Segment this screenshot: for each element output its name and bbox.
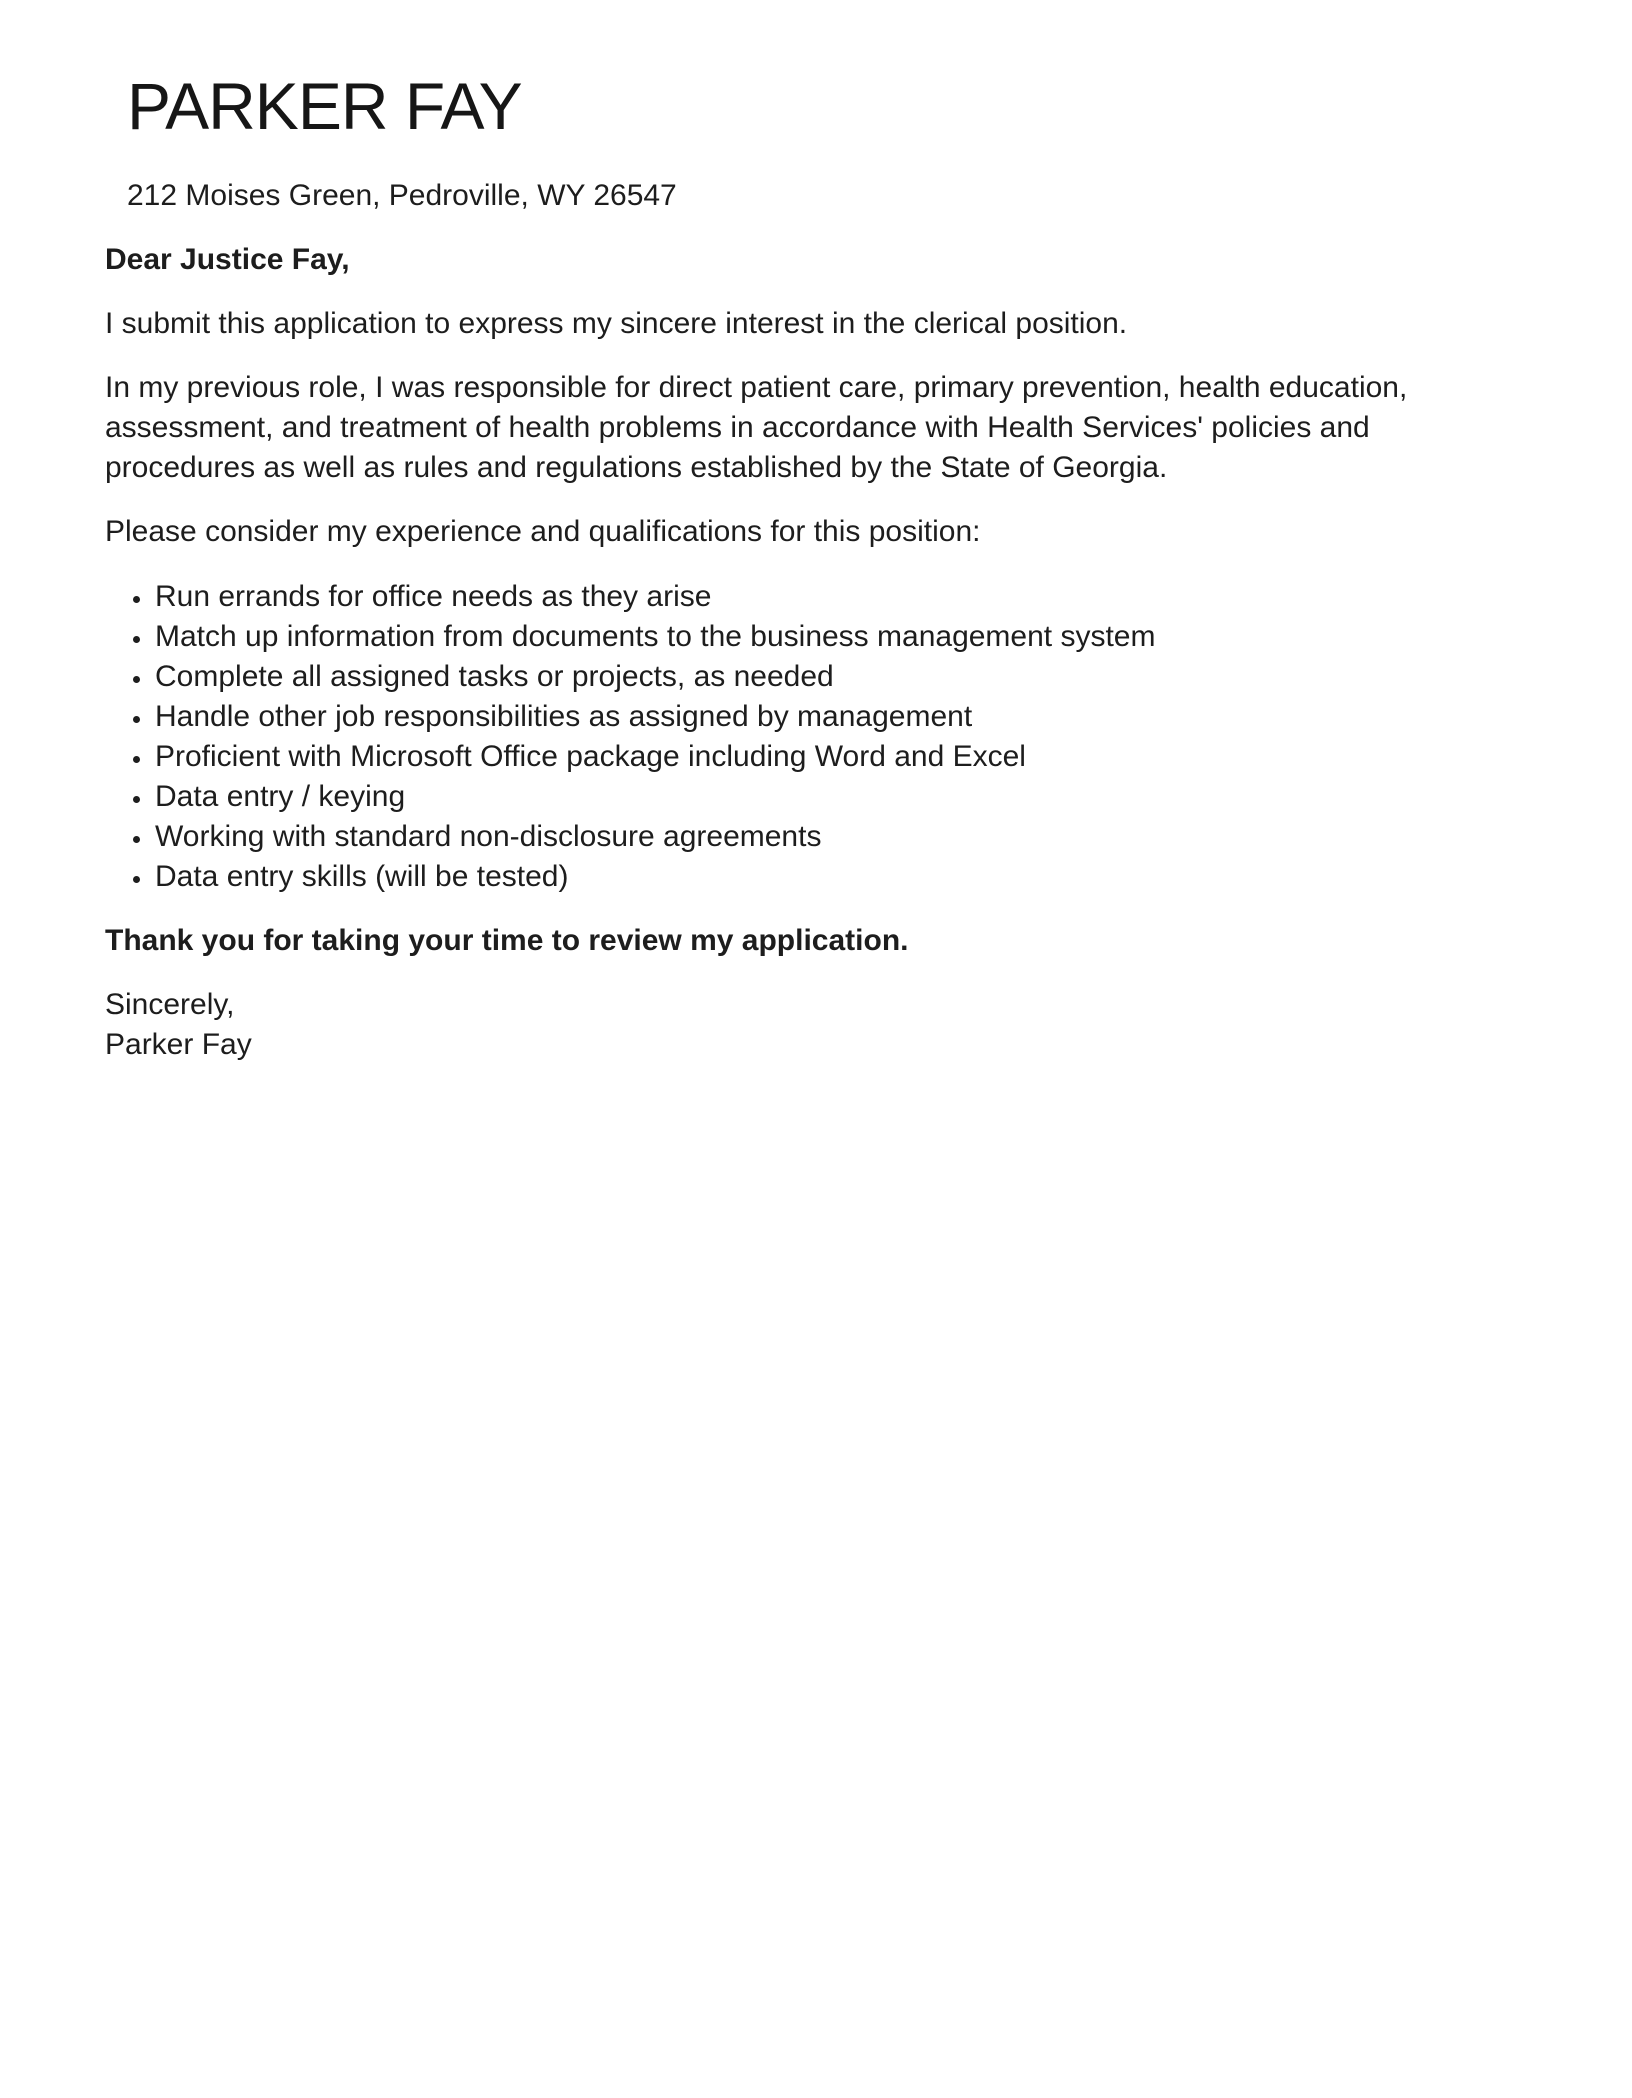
thank-you-line: Thank you for taking your time to review my application. (105, 924, 909, 957)
qualifications-list (105, 577, 1517, 897)
qualification-item: • Data entry skills (will be tested) (153, 857, 1517, 897)
signature-block (105, 985, 1517, 1065)
applicant-name: PARKER FAY (127, 69, 522, 143)
qualification-item: • Complete all assigned tasks or projects, as needed (153, 657, 1517, 697)
letter-header (0, 0, 1632, 216)
intro-paragraph: I submit this application to express my sincere interest in the clerical position. (105, 307, 1128, 340)
letter-body (0, 240, 1632, 1065)
qualifications-intro: Please consider my experience and qualifications for this position: (105, 515, 981, 548)
qualification-item: • Run errands for office needs as they arise (153, 577, 1517, 617)
qualification-item: • Proficient with Microsoft Office package including Word and Excel (153, 737, 1517, 777)
closing: Sincerely, (105, 988, 235, 1021)
qualification-item: • Match up information from documents to the business management system (153, 617, 1517, 657)
applicant-address: 212 Moises Green, Pedroville, WY 26547 (127, 179, 677, 212)
salutation: Dear Justice Fay, (105, 243, 350, 276)
qualification-item: • Working with standard non-disclosure agreements (153, 817, 1517, 857)
signature-name: Parker Fay (105, 1028, 252, 1061)
qualification-item: • Data entry / keying (153, 777, 1517, 817)
qualification-item: • Handle other job responsibilities as assigned by management (153, 697, 1517, 737)
experience-paragraph: In my previous role, I was responsible for direct patient care, primary prevention, health education, assessment, and treatment of health problems in accordance with Health Services' policies and procedures as well as rules and regulations established by the State of Georgia. (105, 371, 1408, 484)
